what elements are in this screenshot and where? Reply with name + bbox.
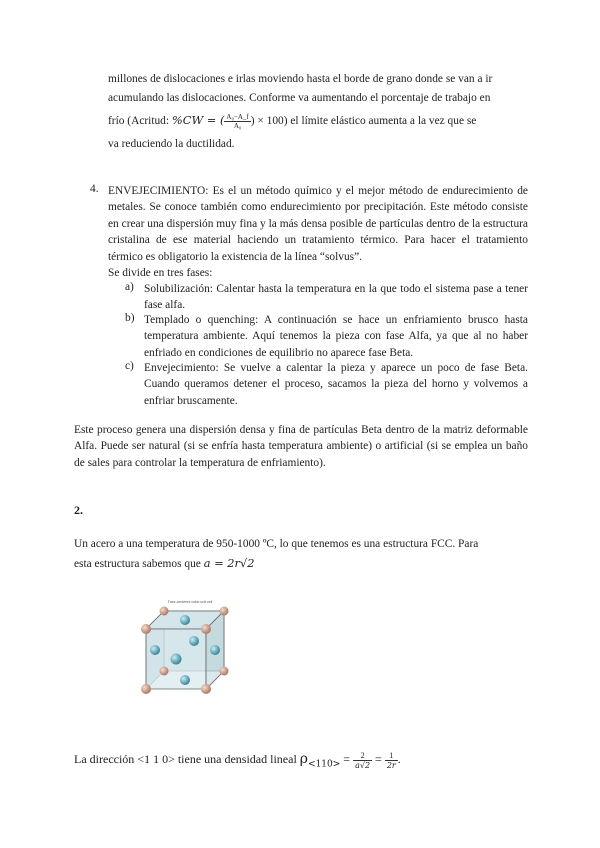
phase-a-letter: a) [125,281,134,293]
density-fraction-2 [385,751,398,770]
face-atom-front [171,654,182,665]
summary-paragraph: Este proceso genera una dispersión densa y fina de partículas Beta dentro de la matriz deformable Alfa. Puede ser natural (si se enfría hasta temperatura ambiente) o artificial (si se emplea un baño de sales para controlar la temperatura de enfriamiento). [74,424,528,469]
phase-c-letter: c) [125,360,134,372]
corner-atom [201,624,211,634]
face-atom-back [189,636,199,646]
section2-intro-line2 [74,554,528,573]
corner-atom [141,624,151,634]
phase-b-letter: b) [125,312,135,324]
equals-2: = [375,752,382,766]
item4-text: ENVEJECIMIENTO: Es el un método químico y el mejor método de endurecimiento de metales. Se conoce también como endurecimiento por precipitación. Este método consiste en crear una dispersión muy fina y la más densa posible de partículas dentro de la estructura cristalina de ese material haciendo un tratamiento térmico. Para hacer el tratamiento térmico es obligatorio la existencia de la línea “solvus”. [108,185,528,263]
corner-atom [141,684,151,694]
para-cont-line1: millones de dislocaciones e irlas moviendo hasta el borde de grano donde se van a ir [108,73,493,85]
phase-c-text: Envejecimiento: Se vuelve a calentar la pieza y aparece un poco de fase Beta. Cuando queramos detener el proceso, sacamos la pieza del horno y volvemos a enfriar bruscamente. [144,362,528,407]
lattice-formula: a = 2r√2 [203,556,255,570]
para-cont-line2: acumulando las dislocaciones. Conforme va aumentando el porcentaje de trabajo en [108,92,491,104]
cw-formula: %CW = ( [171,113,225,127]
para-cont-line4: va reduciendo la ductilidad. [108,138,235,150]
line3-prefix: frío (Acritud: [108,115,172,127]
item4-number: 4. [90,183,99,195]
corner-atom [160,607,169,616]
acritud-fraction [224,113,250,130]
phases-intro: Se divide en tres fases: [108,267,213,279]
corner-atom [201,684,211,694]
face-atom-left [150,645,160,655]
equals-1: = [343,752,351,766]
section-heading: 2. [74,503,83,517]
phase-b-text: Templado o quenching: A continuación se hace un enfriamiento brusco hasta temperatura ambiente. Aquí tenemos la pieza con fase Alfa, ya que al no haber enfriado en condiciones de equilibrio no aparece fase Beta. [144,314,528,359]
frac-denominator: A₀ [233,121,242,130]
frac-numerator: A₀−A_f [226,112,249,121]
direction-text: La dirección <1 1 0> tiene una densidad lineal [74,752,300,766]
period: . [397,752,401,766]
f1-denominator: a√2 [355,760,371,770]
rho-subscript: <110> [308,759,341,770]
intro-prefix: esta estructura sabemos que [74,558,204,570]
corner-atom [220,607,229,616]
face-atom-bottom [180,675,190,685]
line3-suffix: ) × 100) el límite elástico aumenta a la vez que se [250,115,477,127]
corner-atom [160,667,169,676]
face-atom-top [180,615,190,625]
f2-denominator: 2r [386,760,396,770]
section2-intro-line1: Un acero a una temperatura de 950-1000 ºC, lo que tenemos es una estructura FCC. Para [74,538,479,550]
rho-symbol: ρ [299,751,309,767]
face-atom-right [210,645,220,655]
density-fraction-1 [353,751,372,770]
figure-caption: Face-centered cubic unit cell [167,600,213,604]
linear-density-line [74,748,528,775]
corner-atom [220,667,229,676]
f1-numerator: 2 [353,751,372,761]
para-cont-line3 [108,110,528,131]
phase-a-text: Solubilización: Calentar hasta la temperatura en la que todo el sistema pase a tener fase alfa. [144,283,528,312]
f2-numerator: 1 [385,751,398,761]
fcc-unit-cell-figure [128,597,246,709]
